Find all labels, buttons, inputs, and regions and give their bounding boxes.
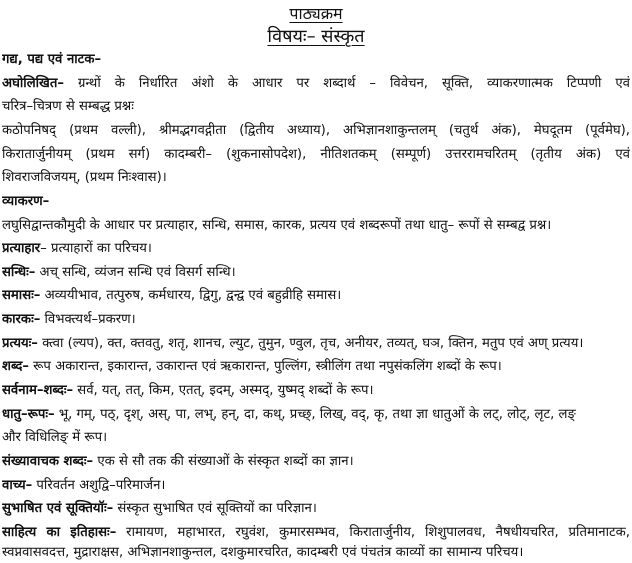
- section-vachya: [2, 476, 630, 496]
- section-pratyaya: [2, 334, 630, 354]
- section-following-line-2: [2, 97, 630, 117]
- section-text: रामायण, महाभारत, रघुवंश, कुमारसम्भव, किरातार्जुनीय, शिशुपालवध, नैषधीयचरित, प्रतिमानाटक,: [116, 525, 630, 540]
- section-heading: गद्य, पद्य एवं नाटक–: [2, 52, 102, 67]
- section-text: ग्रन्थों के निर्धारित अंशो के आधार पर शब्दार्थ – विवेचन, सूक्ति, व्याकरणात्मक टिप्पणी एवं: [63, 76, 630, 91]
- section-text: – प्रत्याहारों का परिचय।: [40, 241, 152, 256]
- section-samasa: [2, 286, 630, 306]
- section-grammar: [2, 192, 630, 212]
- section-heading: समासः–: [2, 288, 41, 303]
- section-heading: प्रत्याहार: [2, 241, 41, 256]
- section-heading: प्रत्ययः–: [2, 336, 38, 351]
- section-sarvanama: [2, 381, 630, 401]
- section-heading: संख्यावाचक शब्दः–: [2, 454, 94, 469]
- section-heading: वाच्य–: [2, 478, 33, 493]
- texts-list-text: शिवराजविजयम्, (प्रथम निःश्वास)।: [2, 170, 167, 185]
- section-text-continuation: चरित्र–चित्रण से सम्बद्ध प्रश्नः: [2, 99, 134, 114]
- section-following-line-1: [2, 74, 630, 94]
- section-heading: शब्द–: [2, 359, 29, 374]
- section-literature-history-line-1: [2, 523, 630, 543]
- texts-list-line-2: [2, 145, 630, 165]
- section-text: लघुसिद्वान्तकौमुदी के आधार पर प्रत्याहार, सन्धि, समास, कारक, प्रत्यय एवं शब्दरूपों तथा धातु– रूपों से सम्बद्व प्रश्न।: [2, 218, 552, 233]
- page-title: [0, 2, 632, 24]
- section-numerals: [2, 452, 630, 472]
- section-text: संस्कृत सुभाषित एवं सूक्तियों का परिज्ञान।: [113, 501, 317, 516]
- section-text-continuation: और विधिलिङ् में रूप।: [2, 430, 108, 445]
- texts-list-line-1: [2, 121, 630, 141]
- section-text: सर्व, यत्, तत्, किम, एतत्, इदम्, अस्मद्, युष्मद् शब्दों के रूप।: [73, 383, 374, 398]
- section-heading: धातु–रूपः–: [2, 407, 55, 422]
- section-literature-history-line-2: [2, 543, 630, 563]
- section-subhashita: [2, 499, 630, 519]
- section-heading: कारकः–: [2, 312, 41, 327]
- texts-list-line-3: [2, 168, 630, 188]
- section-text: रूप अकारान्त, इकारान्त, उकारान्त एवं ऋकारान्त, पुल्लिंग, स्त्रीलिंग तथा नपुसंकलिंग शब्दों के रूप।: [28, 359, 502, 374]
- section-text: परिवर्तन अशुद्वि–परिमार्जन।: [32, 478, 166, 493]
- page-title-text: पाठ्यक्रम: [289, 4, 343, 23]
- section-dhatu-rupa-line-2: [2, 428, 630, 448]
- section-heading: व्याकरण–: [2, 194, 50, 209]
- section-text: विभक्त्यर्थ–प्रकरण।: [40, 312, 136, 327]
- section-text: अव्ययीभाव, तत्पुरुष, कर्मधारय, द्विगु, द्वन्द्व एवं बहुव्रीहि समास।: [40, 288, 342, 303]
- texts-list-text: किरातार्जुनीयम् (प्रथम सर्ग) कादम्बरी– (शुकनासोपदेश), नीतिशतकम् (सम्पूर्ण) उत्तररामचरितम् (तृतीय अंक) एवं: [2, 147, 630, 162]
- section-heading: अघोलिखित–: [2, 76, 64, 91]
- section-pratyahara: [2, 239, 630, 259]
- section-dhatu-rupa-line-1: [2, 405, 630, 425]
- subject-heading: [0, 24, 632, 48]
- section-prose-poetry-drama: [2, 50, 630, 70]
- section-shabda: [2, 357, 630, 377]
- section-heading: सुभाषित एवं सूक्तियॉः–: [2, 501, 114, 516]
- section-karaka: [2, 310, 630, 330]
- section-text: भू, गम्, पठ्, दृश्, अस्, पा, लभ्, हन्, दा, कथ्, प्रच्छ्, लिख्, वद्, कृ, तथा ज्ञा धातुओं के लट्, लोट्, लृट, लङ्: [54, 407, 576, 422]
- section-text: एक से सौ तक की संख्याओं के संस्कृत शब्दों का ज्ञान।: [93, 454, 354, 469]
- section-heading: सन्धिः–: [2, 265, 36, 280]
- grammar-intro: [2, 216, 630, 236]
- section-sandhi: [2, 263, 630, 283]
- section-text: अच् सन्धि, व्यंजन सन्धि एवं विसर्ग सन्धि।: [35, 265, 236, 280]
- section-heading: सर्वनाम–शब्दः–: [2, 383, 74, 398]
- subject-heading-text: विषयः– संस्कृत: [267, 26, 365, 47]
- section-heading: साहित्य का इतिहासः–: [2, 525, 117, 540]
- section-text: क्त्वा (ल्यप), क्त, क्तवतु, शतृ, शानच, ल्युट, तुमुन, ण्वुल, तृच, अनीयर, तव्यत्, घञ, क्तिन, मतुप एवं अण् प्रत्यय।: [37, 336, 584, 351]
- section-text-continuation: स्वप्नवासवदत्त, मुद्राराक्षस, अभिज्ञानशाकुन्तल, दशकुमारचरित, कादम्बरी एवं पंचतंत्र काव्यों का सामान्य परिचय।: [2, 545, 524, 560]
- texts-list-text: कठोपनिषद् (प्रथम वल्ली), श्रीमद्भगवद्गीता (द्वितीय अध्याय), अभिज्ञानशाकुन्तलम् (चतुर्थ अंक), मेघदूतम (पूर्वमेघ),: [2, 123, 630, 138]
